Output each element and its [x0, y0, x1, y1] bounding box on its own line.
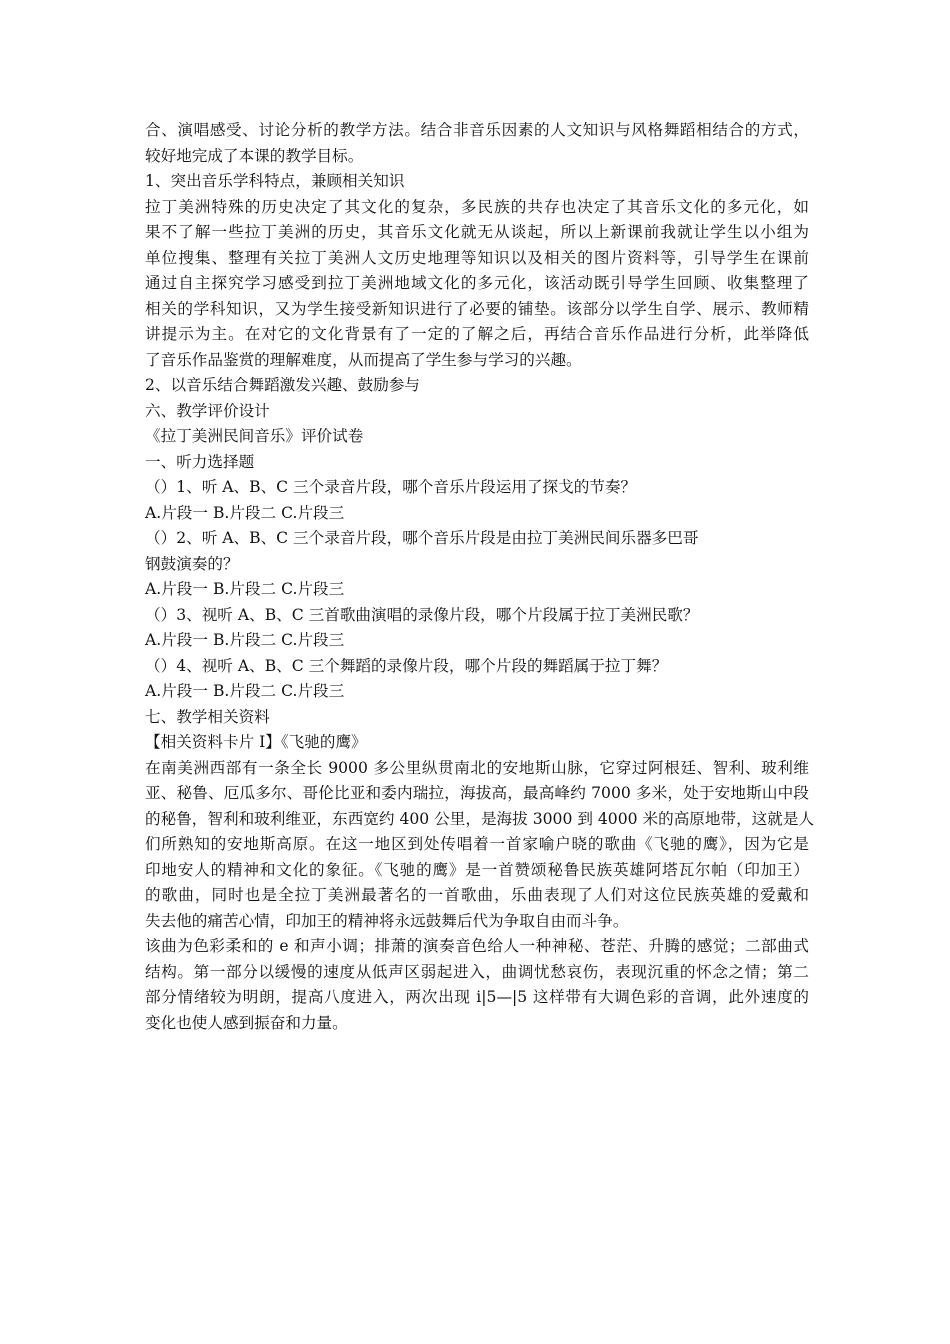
document-page	[145, 118, 815, 1036]
text-line: （）2、听 A、B、C 三个录音片段，哪个音乐片段是由拉丁美洲民间乐器多巴哥	[145, 529, 699, 547]
text-line: 讲提示为主。在对它的文化背景有了一定的了解之后，再结合音乐作品进行分析，此举降低	[145, 325, 809, 343]
text-line: 的秘鲁，智利和玻利维亚，东西宽约 400 公里，是海拔 3000 到 4000 米的高原地带，这就是人	[145, 809, 815, 828]
text-line: A.片段一 B.片段二 C.片段三	[145, 631, 345, 649]
text-line: 的歌曲，同时也是全拉丁美洲最著名的一首歌曲，乐曲表现了人们对这位民族英雄的爱戴和	[145, 886, 809, 904]
text-line: （）4、视听 A、B、C 三个舞蹈的录像片段，哪个片段的舞蹈属于拉丁舞？	[145, 656, 668, 675]
text-line: 变化也使人感到振奋和力量。	[145, 1013, 348, 1032]
text-line: 们所熟知的安地斯高原。在这一地区到处传唱着一首家喻户晓的歌曲《飞驰的鹰》，因为它是	[145, 835, 809, 853]
text-line: 《拉丁美洲民间音乐》评价试卷	[145, 427, 364, 445]
text-line: 六、教学评价设计	[145, 401, 270, 420]
text-line: 较好地完成了本课的教学目标。	[145, 146, 364, 165]
text-line: 亚、秘鲁、厄瓜多尔、哥伦比亚和委内瑞拉，海拔高，最高峰约 7000 多米，处于安地斯山中段	[145, 784, 809, 802]
text-line: 结构。第一部分以缓慢的速度从低声区弱起进入，曲调忧愁哀伤，表现沉重的怀念之情；第二	[145, 962, 809, 981]
text-line: 1、突出音乐学科特点，兼顾相关知识	[145, 172, 405, 190]
text-line: A.片段一 B.片段二 C.片段三	[145, 580, 345, 598]
text-line: 钢鼓演奏的？	[145, 554, 239, 573]
text-line: 通过自主探究学习感受到拉丁美洲地域文化的多元化，该活动既引导学生回顾、收集整理了	[145, 274, 809, 292]
text-line: 单位搜集、整理有关拉丁美洲人文历史地理等知识以及相关的图片资料等，引导学生在课前	[145, 248, 809, 267]
text-line: 印地安人的精神和文化的象征。《飞驰的鹰》是一首赞颂秘鲁民族英雄阿塔瓦尔帕（印加王）	[145, 860, 809, 879]
text-line: （）1、听 A、B、C 三个录音片段，哪个音乐片段运用了探戈的节奏？	[145, 478, 637, 496]
text-line: 【相关资料卡片 I】《飞驰的鹰》	[145, 733, 367, 751]
text-line: 失去他的痛苦心情，印加王的精神将永远鼓舞后代为争取自由而斗争。	[145, 911, 629, 930]
text-line: 合、演唱感受、讨论分析的教学方法。结合非音乐因素的人文知识与风格舞蹈相结合的方式，	[145, 121, 809, 139]
text-line: 拉丁美洲特殊的历史决定了其文化的复杂，多民族的共存也决定了其音乐文化的多元化，如	[145, 197, 809, 216]
text-line: 2、以音乐结合舞蹈激发兴趣、鼓励参与	[145, 376, 421, 394]
text-line: （）3、视听 A、B、C 三首歌曲演唱的录像片段，哪个片段属于拉丁美洲民歌？	[145, 605, 699, 624]
text-line: 部分情绪较为明朗，提高八度进入，两次出现 i|5—|5 这样带有大调色彩的音调，此外速度的	[145, 988, 809, 1006]
text-line: 果不了解一些拉丁美洲的历史，其音乐文化就无从谈起，所以上新课前我就让学生以小组为	[145, 223, 809, 241]
text-line: 七、教学相关资料	[145, 707, 270, 726]
text-line: A.片段一 B.片段二 C.片段三	[145, 682, 345, 700]
text-line: 该曲为色彩柔和的 e 和声小调；排萧的演奏音色给人一种神秘、苍茫、升腾的感觉；二部曲式	[145, 937, 809, 955]
text-line: A.片段一 B.片段二 C.片段三	[145, 503, 345, 522]
text-line: 在南美洲西部有一条全长 9000 多公里纵贯南北的安地斯山脉，它穿过阿根廷、智利、玻利维	[145, 758, 809, 777]
text-line: 相关的学科知识，又为学生接受新知识进行了必要的铺垫。该部分以学生自学、展示、教师精	[145, 299, 809, 318]
text-line: 一、听力选择题	[145, 452, 255, 471]
text-line: 了音乐作品鉴赏的理解难度，从而提高了学生参与学习的兴趣。	[145, 350, 582, 369]
